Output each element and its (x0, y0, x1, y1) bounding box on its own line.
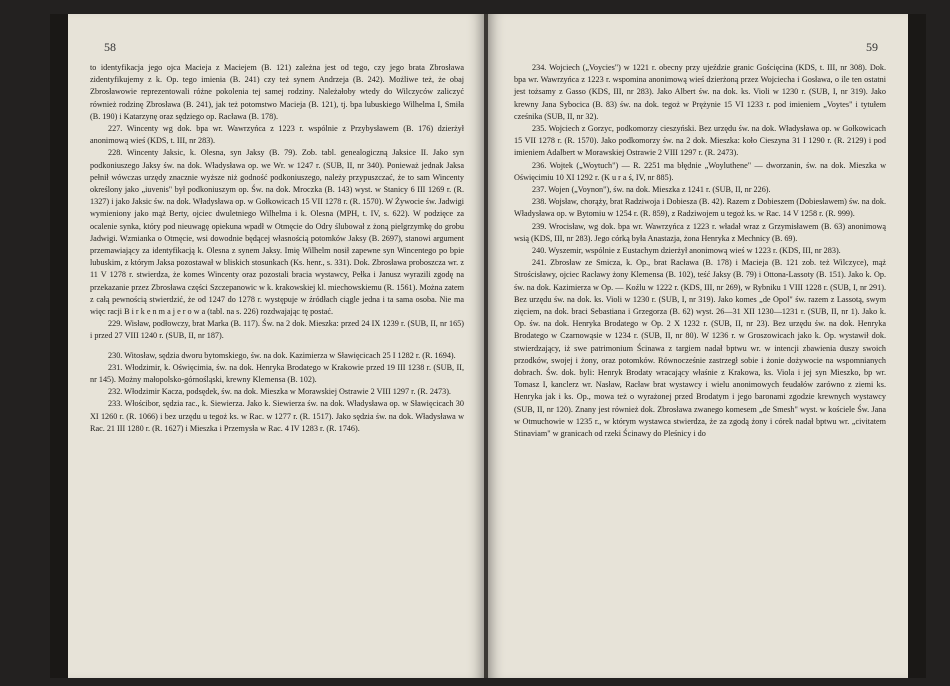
paragraph: 229. Wisław, podłowczy, brat Marka (B. 117). Św. na 2 dok. Mieszka: przed 24 IX 1239 r. (SUB, II, nr 165) i przed 27 VIII 1240 r. (SUB, II, nr 187). (90, 319, 464, 341)
paragraph: 238. Wojsław, chorąży, brat Radziwoja i Dobiesza (B. 42). Razem z Dobieszem (Dobiesławem) św. na dok. Władysława op. w Bytomiu w 1254 r. (R. 859), z Radziwojem u tegoż ks. w Rac. 14 V 1258 r. (R. 999). (514, 197, 886, 219)
paragraph: 228. Wincenty Jaksic, k. Olesna, syn Jaksy (B. 79). Zob. tabl. genealogiczną Jaksice II. Jako syn podkoniuszego Jaksy św. na dok. Władysława op. we Wr. w 1247 r. (SUB, II, nr 340). Ponieważ jednak Jaksa pełnił wówczas urzędy znacznie wyższe niż godność podkoniuszego, należy przypuszczać, że to sam Wincenty określony jako „iuvenis" był podkoniuszym op. Św. na dok. Mroczka (B. 143) wyst. w Stanicy 6 III 1269 r. (R. 1327) i jako Jaksic św. na dok. Władysława op. w Gołkowicach 15 VII 1278 r. (R. 1570). W Żywocie św. Jadwigi wymieniony jako mąż Berty, ojciec dwuletniego Wilhelma i k. Olesna (MPH, t. IV, s. 622). W podzięce za ocalenie synka, który pod nieuwagę opiekuna wpadł w Otmęcie do Odry ślubował z żoną pielgrzymkę do grobu Jadwigi. Wzmianka o Otmęcie, wsi dowodnie będącej własnością potomków Jaksy (B. 2697), stanowi argument przemawiający za identyfikacją k. Olesna z synem Jaksy. Imię Wilhelm nosił zapewne syn Wincentego po bpie lubuskim, z którym Jaksa pozostawał w bliskich stosunkach (Ks. henr., s. 331). Dok. Zbrosława proboszcza wr. z 11 V 1278 r. stwierdza, że komes Wincenty oraz pozostali bracia wystawcy, Pełka i Janusz wyrazili zgodę na przekazanie przez Zbrosława części Szczepanowic w k. krakowskiej kl. miechowskiemu (R. 1561). Można zatem z całą pewnością stwierdzić, że od 1247 do 1278 r. występuje w źródłach ciągle jedna i ta sama osoba. Nie ma więc racji B i r k e n m a j e r o w a (tabl. na s. 226) rozdwajając tę postać. (90, 148, 464, 317)
book-edge-right (908, 14, 926, 678)
paragraph: 234. Wojciech („Voycies") w 1221 r. obecny przy ujeździe granic Gościęcina (KDS, t. III, nr 308). Dok. bpa wr. Wawrzyńca z 1223 r. wspomina anonimową wieś dzierżoną przez Wojciecha i Gosława, o ile ten ostatni jest tożsamy z Gasso (KDS, III, nr 283). Jako Albert św. na dok. ks. Violi w 1230 r. (SUB, I, nr 319). Jako krewny Jana Sybocica (B. 83) św. na dok. tegoż w Prężynie 15 VI 1233 r. pod imieniem „Voytes" i tytułem cześnika (SUB, II, nr 32). (514, 63, 886, 121)
paragraph: to identyfikacja jego ojca Macieja z Maciejem (B. 121) zależna jest od tego, czy jego brata Zbrosława zidentyfikujemy z k. Op. tego imienia (B. 241) czy też synem Andrzeja (B. 242). Możliwe też, że obaj Zbrosławowie reprezentowali różne pokolenia tej samej rodziny. Należałoby wtedy do Wilczyców zaliczyć również rodzinę Zbrosława (B. 241), jak też potomstwo Macieja (B. 121), tj. bpa lubuskiego Wilhelma I, Smiła (B. 190) i Katarzynę oraz sędziego op. Racława (B. 178). (90, 63, 464, 121)
paragraph: 241. Zbrosław ze Smicza, k. Op., brat Racława (B. 178) i Macieja (B. 121 zob. też Wilczyce), mąż Strościsławy, ojciec Racławy żony Klemensa (B. 102), teść Jaksy (B. 79) i Ottona-Lassoty (B. 151). Jako k. Op. św. na dok. Kazimierza w Op. — Koźlu w 1222 r. (KDS, III, nr 269), w Rybniku 1 VIII 1228 r. (SUB, I, nr 291). Bez urzędu św. na dok. ks. Violi w 1230 r. (SUB, I, nr 319). Jako komes „de Opol" św. razem z Lassotą, swym zięciem, na dok. braci Sebastiana i Grzegorza (B. 62) wyst. 26—31 XII 1230—1231 r. (SUB, II, nr 1). Jako k. Op. św. na dok. Henryka Brodatego w Op. 2 X 1232 r. (SUB, II, nr 23). Bez urzędu św. na dok. Henryka Brodatego w Czarnowąsie w 1234 r. (SUB, II, nr 80). W 1236 r. w Groszowicach jako k. Op. wystawił dok. stwierdzający, iż swe patrimonium Ścinawa z targiem nadał bptwu wr. w intencji zbawienia duszy swoich przodków, swojej i żony, oraz potomków. Równocześnie zastrzegł sobie i żonie dożywocie na wspomnianych dobrach. Św. dok. byli: Henryk Brodaty wracający właśnie z Krakowa, ks. Viola i jej syn Mieszko, bp wr. Tomasz I, kanclerz wr. Nasław, Racław brat wystawcy i wielu anonimowych feudałów zarówno z ziemi ks. Henryka jak i ks. Op., mowa też o wyrażonej przed Brodatym i jego baronami zgodzie krewnych wystawcy (SUB, II, nr 120). Znany jest również dok. Zbrosława zwanego komesem „de Smesh" wyst. w kościele Św. Jana w Otmuchowie w 1235 r., w którym wystawca stwierdza, że za zgodą żony i córek nadał bptwu wr. „civitatem Stinaviam" w granicach od rzeki Ścinawy do Pleśnicy i do (514, 258, 886, 439)
paragraph: 227. Wincenty wg dok. bpa wr. Wawrzyńca z 1223 r. wspólnie z Przybysławem (B. 176) dzierżył anonimową wieś (KDS, t. III, nr 283). (90, 124, 464, 146)
paragraph: 239. Wrocisław, wg dok. bpa wr. Wawrzyńca z 1223 r. władał wraz z Grzymisławem (B. 63) anonimową wsią (KDS, III, nr 283). Jego córką była Anastazja, żona Henryka z Mechnicy (B. 69). (514, 221, 886, 243)
left-page (68, 14, 484, 678)
paragraph: 233. Włościbor, sędzia rac., k. Siewierza. Jako k. Siewierza św. na dok. Władysława op. w Sławięcicach 30 XI 1260 r. (R. 1066) i bez urzędu u tegoż ks. w Rac. w 1277 r. (R. 1517). Jako sędzia św. na dok. Władysława w Rac. 21 III 1280 r. (R. 1627) i Mieszka i Przemysła w Rac. 4 IV 1283 r. (R. 1746). (90, 399, 464, 433)
book-edge-left (50, 14, 68, 678)
right-page (488, 14, 908, 678)
paragraph: 231. Włodzimir, k. Oświęcimia, św. na dok. Henryka Brodatego w Krakowie przed 19 III 1238 r. (SUB, II, nr 145). Możny małopolsko-górnośląski, krewny Klemensa (B. 102). (90, 362, 464, 385)
paragraph: 237. Wojen („Voynon"), św. na dok. Mieszka z 1241 r. (SUB, II, nr 226). (532, 185, 771, 195)
text-block (90, 62, 464, 435)
paragraph: 236. Wojtek („Woytuch") — R. 2251 ma błędnie „Woyluthene" — dworzanin, św. na dok. Mieszka w Oświęcimiu 10 XI 1292 r. (K u r a ś, IV, nr 885). (514, 160, 886, 182)
paragraph: 235. Wojciech z Gorzyc, podkomorzy cieszyński. Bez urzędu św. na dok. Władysława op. w Gołkowicach 15 VII 1278 r. (R. 1570). Jako podkomorzy św. na 2 dok. Mieszka: koło Cieszyna 31 I 1290 r. (R. 2129) i pod imieniem Adalbert w Morawskiej Ostrawie 2 VIII 1297 r. (R. 2473). (514, 124, 886, 158)
page-number: 59 (866, 40, 878, 54)
paragraph: 240. Wyszemir, wspólnie z Eustachym dzierżył anonimową wieś w 1223 r. (KDS, III, nr 283). (532, 246, 841, 256)
text-block (514, 62, 886, 440)
paragraph: 230. Witosław, sędzia dworu bytomskiego, św. na dok. Kazimierza w Sławięcicach 25 I 1282 r. (R. 1694). (108, 350, 456, 360)
page-number: 58 (104, 40, 116, 54)
paragraph: 232. Włodzimir Kacza, podsędek, św. na dok. Mieszka w Morawskiej Ostrawie 2 VIII 1297 r. (R. 2473). (108, 387, 451, 397)
